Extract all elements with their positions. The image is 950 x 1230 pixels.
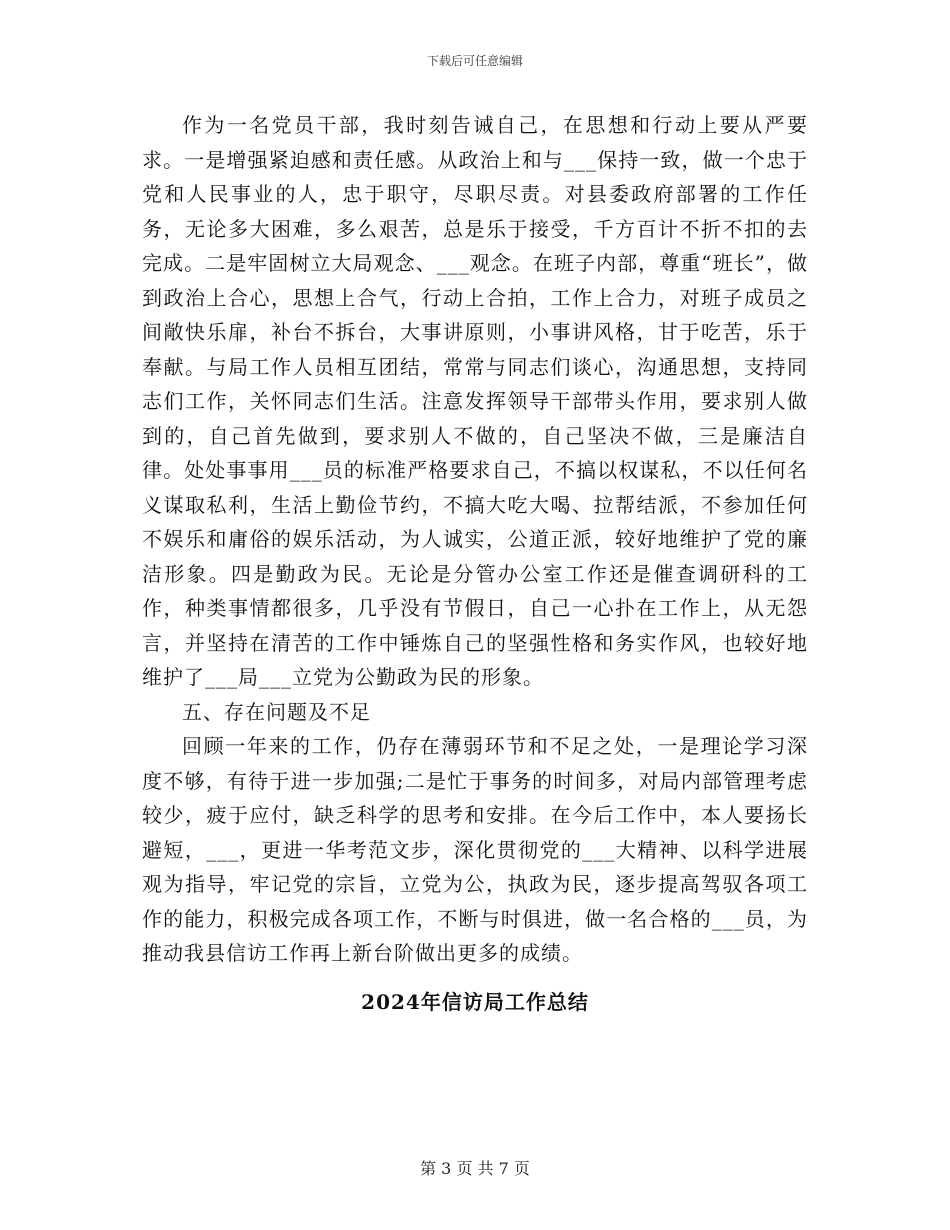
section-heading-problems: 五、存在问题及不足 [182, 699, 371, 724]
paragraph-self-discipline: 作为一名党员干部，我时刻告诫自己，在思想和行动上要从严要求。一是增强紧迫感和责任感。从政治上和与___保持一致，做一个忠于党和人民事业的人，忠于职守，尽职尽责。对县委政府部署的工作任务，无论多大困难，多么艰苦，总是乐于接受，千方百计不折不扣的去完成。二是牢固树立大局观念、___观念。在班子内部，尊重“班长”，做到政治上合心，思想上合气，行动上合拍，工作上合力，对班子成员之间敞快乐扉，补台不拆台，大事讲原则，小事讲风格，甘于吃苦，乐于奉献。与局工作人员相互团结，常常与同志们谈心，沟通思想，支持同志们工作，关怀同志们生活。注意发挥领导干部带头作用，要求别人做到的，自己首先做到，要求别人不做的，自己坚决不做，三是廉洁自律。处处事事用___员的标准严格要求自己，不搞以权谋私，不以任何名义谋取私利，生活上勤俭节约，不搞大吃大喝、拉帮结派，不参加任何不娱乐和庸俗的娱乐活动，为人诚实，公道正派，较好地维护了党的廉洁形象。四是勤政为民。无论是分管办公室工作还是催查调研科的工作，种类事情都很多，几乎没有节假日，自己一心扑在工作上，从无怨言，并坚持在清苦的工作中锤炼自己的坚强性格和务实作风，也较好地维护了___局___立党为公勤政为民的形象。 [142, 113, 808, 689]
header-note: 下载后可任意编辑 [426, 54, 523, 68]
document-body [142, 108, 808, 1019]
paragraph-review: 回顾一年来的工作，仍存在薄弱环节和不足之处，一是理论学习深度不够，有待于进一步加强;二是忙于事务的时间多，对局内部管理考虑较少，疲于应付，缺乏科学的思考和安排。在今后工作中，本人要扬长避短，___，更进一华考范文步，深化贯彻党的___大精神、以科学进展观为指导，牢记党的宗旨，立党为公，执政为民，逐步提高驾驭各项工作的能力，积极完成各项工作，不断与时俱进，做一名合格的___员，为推动我县信访工作再上新台阶做出更多的成绩。 [142, 734, 808, 965]
next-document-title: 2024年信访局工作总结 [361, 989, 589, 1014]
page-number: 第 3 页 共 7 页 [420, 1159, 530, 1178]
